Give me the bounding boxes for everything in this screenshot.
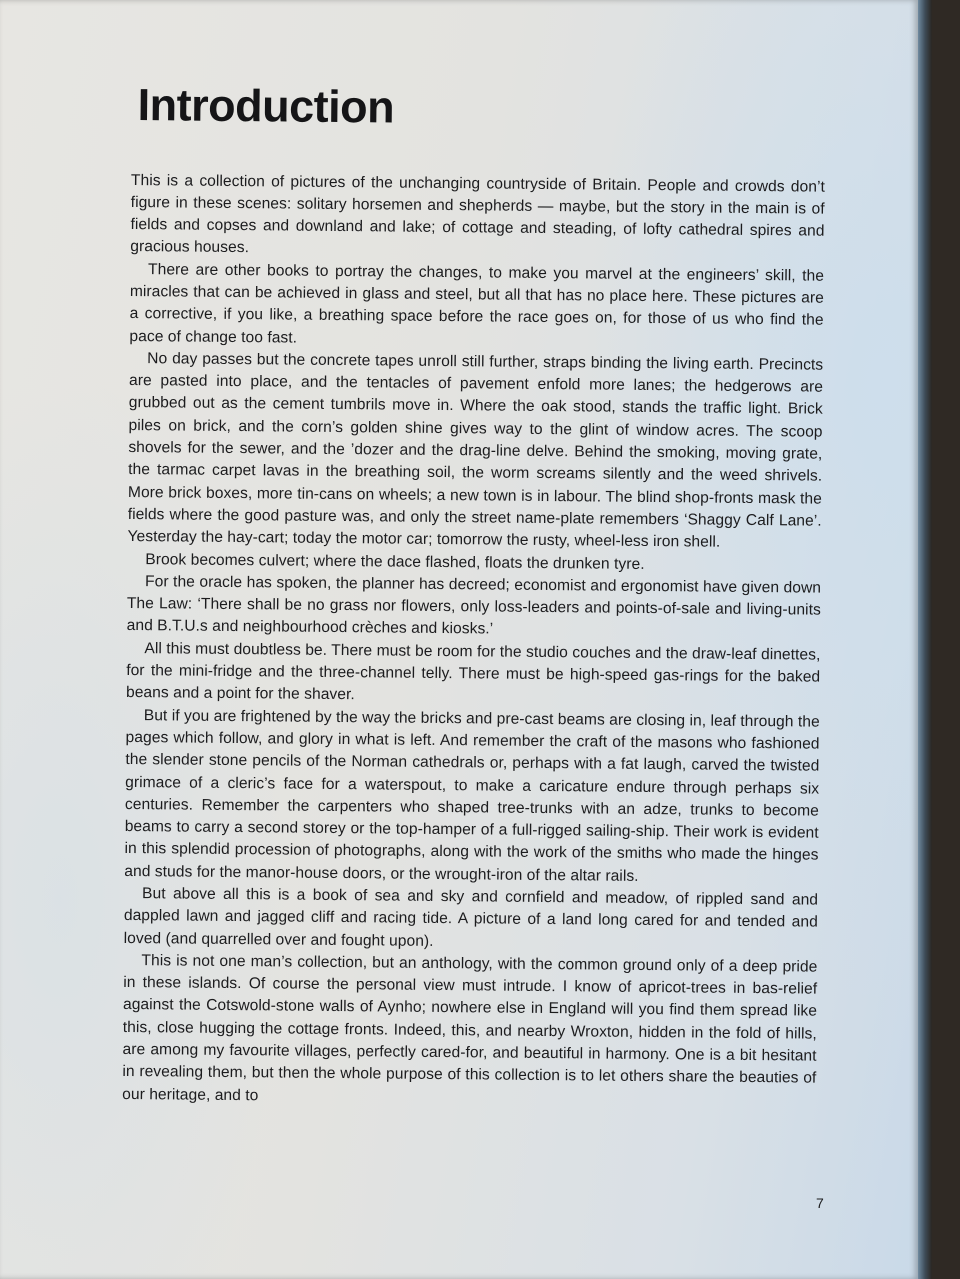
paragraph-3: No day passes but the concrete tapes unroll still further, straps binding the living earth. Precincts are pasted into place, and the tentacles of pavement enfold more lanes; the hedgerows are grubbed out as the cement tumbrils move in. Where the oak stood, stands the traffic light. Brick piles on brick, and the corn’s golden shine gives way to the glint of window acres. The scoop shovels for the sewer, and the ’dozer and the drag-line delve. Behind the smoking, moving grate, the tarmac carpet lavas in the breathing soil, the worm screams silently and the weed shrivels. More brick boxes, more tin-cans on wheels; a new town is in labour. The blind shop-fronts mask the fields where the good pasture was, and only the street name-plate remembers ‘Shaggy Calf Lane’. Yesterday the hay-cart; today the motor car; tomorrow the rusty, wheel-less iron shell. [127, 350, 824, 551]
paragraph-5: For the oracle has spoken, the planner has decreed; economist and ergonomist have given down The Law: ‘There shall be no grass nor flowers, only loss-leaders and points-of-sale and living-units and B.T.U.s and neighbourhood crèches and kiosks.’ [126, 572, 822, 638]
paragraph-2: There are other books to portray the changes, to make you marvel at the engineers’ skill, the miracles that can be achieved in glass and steel, but all that has no place here. These pictures are a corrective, if you like, a breathing space before the race goes on, for those of us who find the pace of change too fast. [129, 260, 825, 347]
body-text [122, 169, 825, 1112]
paragraph-6: All this must doubtless be. There must be room for the studio couches and the draw-leaf dinettes, for the mini-fridge and the three-channel telly. There must be high-speed gas-rings for the baked beans and a point for the shaver. [125, 639, 821, 704]
paragraph-7: But if you are frightened by the way the bricks and pre-cast beams are closing in, leaf through the pages which follow, and glory in what is left. And remember the craft of the masons who fashioned the slender stone pencils of the Norman cathedrals or, perhaps with a fat laugh, carved the twisted grimace of a cleric’s face for a waterspout, to make a caricature endure through perhaps six centuries. Remember the carpenters who shaped tree-trunks with an adze, trunks to become beams to carry a second storey or the top-hamper of a full-rigged sailing-ship. Their work is evident in this splendid procession of photographs, along with the work of the smiths who made the hinges and studs for the manor-house doors, or the wrought-iron of the altar rails. [124, 706, 820, 885]
paragraph-8: But above all this is a book of sea and sky and cornfield and meadow, of rippled sand and dappled lawn and jagged cliff and racing tide. A picture of a land long cared for and tended and loved (and quarrelled over and fought upon). [123, 885, 819, 950]
paragraph-1: This is a collection of pictures of the unchanging countryside of Britain. People and crowds don’t figure in these scenes: solitary horsemen and shepherds — maybe, but the story in the main is of fields and copses and downland and lake; of cottage and steading, of lofty cathedral spires and gracious houses. [130, 171, 825, 257]
page-content [122, 70, 826, 1113]
page-title: Introduction [137, 79, 395, 133]
page-number: 7 [816, 1195, 824, 1211]
paragraph-9: This is not one man’s collection, but an anthology, with the common ground only of a deep pride in these islands. Of course the personal view must intrude. I know of apricot-trees in bas-relief against the Cotswold-stone walls of Aynho; nowhere else in England will you find them spread like this, close hugging the cottage fronts. Indeed, this, and nearby Wroxton, hidden in the fold of hills, are among my favourite villages, perfectly cared-for, and beautiful in harmony. One is a bit hesitant in revealing them, but then the whole purpose of this collection is to let others share the beauties of our heritage, and to [122, 952, 818, 1104]
paragraph-4: Brook becomes culvert; where the dace flashed, floats the drunken tyre. [145, 550, 645, 573]
book-spine-edge [918, 0, 932, 1279]
